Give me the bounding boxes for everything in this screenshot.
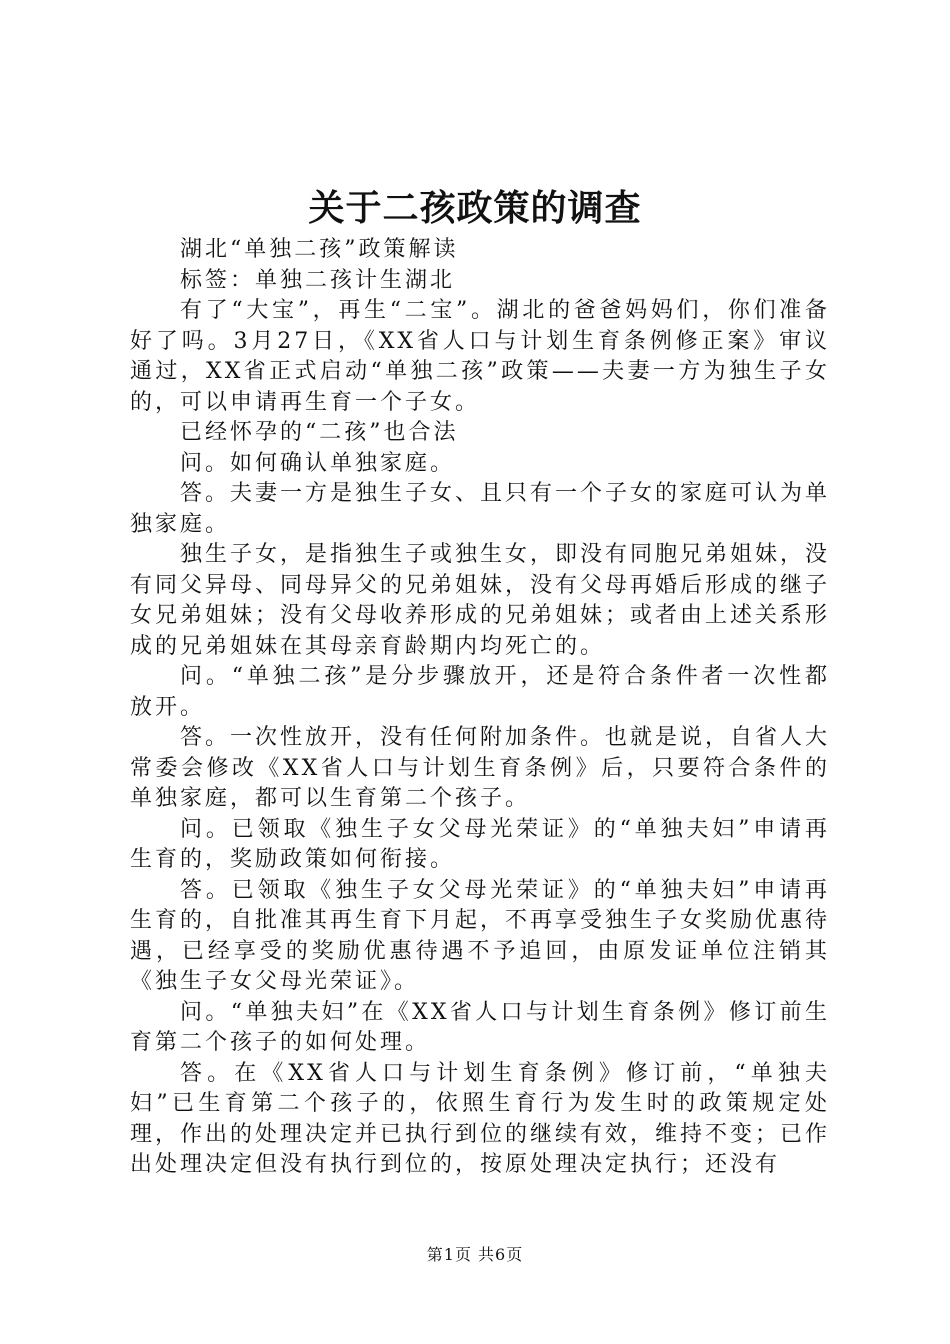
page-number-footer: 第1页 共6页: [426, 1245, 524, 1264]
document-title: 关于二孩政策的调查: [308, 187, 642, 229]
paragraph-answer: 答。已领取《独生子女父母光荣证》的“单独夫妇”申请再生育的，自批准其再生育下月起，不再享受独生子女奖励优惠待遇，已经享受的奖励优惠待遇不予追回，由原发证单位注销其《独生子女父母光荣证》。: [130, 877, 831, 994]
paragraph-tags: 标签：单独二孩计生湖北: [180, 267, 456, 293]
paragraph-answer: 答。夫妻一方是独生子女、且只有一个子女的家庭可认为单独家庭。: [130, 481, 831, 537]
paragraph-answer: 答。一次性放开，没有任何附加条件。也就是说，自省人大常委会修改《XX省人口与计划生育条例》后，只要符合条件的单独家庭，都可以生育第二个孩子。: [130, 725, 831, 811]
paragraph-subtitle: 湖北“单独二孩”政策解读: [180, 237, 459, 262]
paragraph-question: 问。已领取《独生子女父母光荣证》的“单独夫妇”申请再生育的，奖励政策如何衔接。: [130, 816, 830, 872]
paragraph-question: 问。“单独二孩”是分步骤放开，还是符合条件者一次性都放开。: [130, 664, 830, 720]
paragraph-intro: 有了“大宝”，再生“二宝”。湖北的爸爸妈妈们，你们准备好了吗。3月27日，《XX省人口与计划生育条例修正案》审议通过，XX省正式启动“单独二孩”政策——夫妻一方为独生子女的，可以申请再生育一个子女。: [130, 298, 830, 415]
paragraph-question: 问。如何确认单独家庭。: [180, 450, 456, 476]
paragraph-heading: 已经怀孕的“二孩”也合法: [180, 420, 459, 445]
document-body: [130, 235, 830, 1181]
paragraph-definition: 独生子女，是指独生子或独生女，即没有同胞兄弟姐妹，没有同父异母、同母异父的兄弟姐妹，没有父母再婚后形成的继子女兄弟姐妹；没有父母收养形成的兄弟姐妹；或者由上述关系形成的兄弟姐妹在其母亲育龄期内均死亡的。: [130, 542, 831, 659]
paragraph-question: 问。“单独夫妇”在《XX省人口与计划生育条例》修订前生育第二个孩子的如何处理。: [130, 999, 830, 1055]
paragraph-answer: 答。在《XX省人口与计划生育条例》修订前，“单独夫妇”已生育第二个孩子的，依照生育行为发生时的政策规定处理，作出的处理决定并已执行到位的继续有效，维持不变；已作出处理决定但没有执行到位的，按原处理决定执行；还没有: [130, 1060, 831, 1177]
